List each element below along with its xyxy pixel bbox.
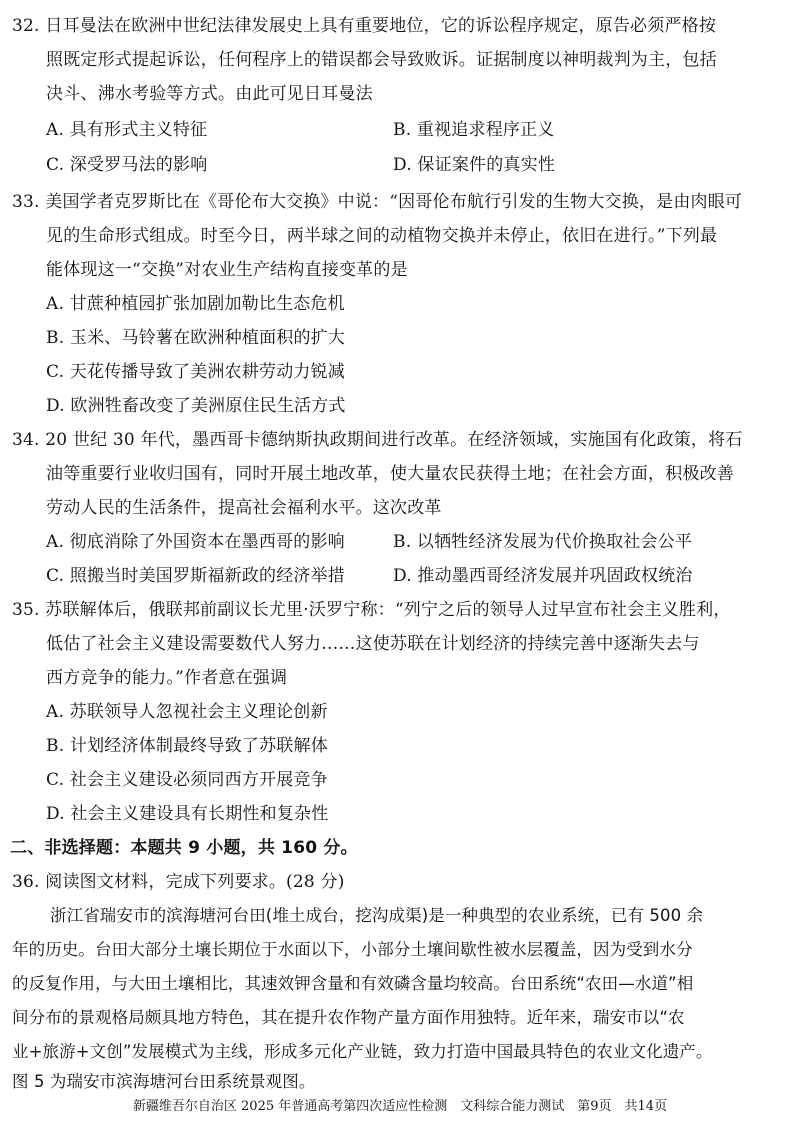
q35-option-c: C. 社会主义建设必须同西方开展竞争 xyxy=(46,770,328,790)
page-footer: 新疆维吾尔自治区 2025 年普通高考第四次适应性检测 文科综合能力测试 第9页 共14页 xyxy=(132,1099,668,1114)
q32-stem-line-1: 32. 日耳曼法在欧洲中世纪法律发展史上具有重要地位，它的诉讼程序规定，原告必须严格按 xyxy=(12,16,717,36)
q36-material-line-4: 间分布的景观格局颇具地方特色，其在提升农作物产量方面作用独特。近年来，瑞安市以“农 xyxy=(12,1008,685,1027)
q33-stem-line-2: 见的生命形式组成。时至今日，两半球之间的动植物交换并未停止，依旧在进行。”下列最 xyxy=(46,226,718,246)
q34-option-c: C. 照搬当时美国罗斯福新政的经济举措 xyxy=(46,566,346,586)
q34-stem-line-2: 油等重要行业收归国有，同时开展土地改革，使大量农民获得土地；在社会方面，积极改善 xyxy=(46,464,734,484)
q35-option-a: A. 苏联领导人忽视社会主义理论创新 xyxy=(46,702,328,722)
q33-option-d: D. 欧洲牲畜改变了美洲原住民生活方式 xyxy=(46,396,346,416)
q32-option-c: C. 深受罗马法的影响 xyxy=(46,155,208,175)
q33-option-a: A. 甘蔗种植园扩张加剧加勒比生态危机 xyxy=(46,294,345,314)
q33-stem-line-1: 33. 美国学者克罗斯比在《哥伦布大交换》中说：“因哥伦布航行引发的生物大交换，是由肉眼可 xyxy=(12,192,743,212)
q34-option-a: A. 彻底消除了外国资本在墨西哥的影响 xyxy=(46,532,345,552)
q34-option-b: B. 以牺牲经济发展为代价换取社会公平 xyxy=(393,532,693,552)
q33-option-c: C. 天花传播导致了美洲农耕劳动力锐减 xyxy=(46,362,346,382)
q34-stem-line-1: 34. 20 世纪 30 年代，墨西哥卡德纳斯执政期间进行改革。在经济领域，实施国有化政策，将石 xyxy=(12,430,743,450)
q36-material-line-6: 图 5 为瑞安市滨海塘河台田系统景观图。 xyxy=(12,1072,316,1091)
q33-option-b: B. 玉米、马铃薯在欧洲种植面积的扩大 xyxy=(46,328,346,348)
q32-stem-line-2: 照既定形式提起诉讼，任何程序上的错误都会导致败诉。证据制度以神明裁判为主，包括 xyxy=(46,50,717,70)
q36-material-line-5: 业+旅游+文创”发展模式为主线，形成多元化产业链，致力打造中国最具特色的农业文化遗产。 xyxy=(12,1042,713,1061)
q34-option-d: D. 推动墨西哥经济发展并巩固政权统治 xyxy=(393,566,693,586)
q35-stem-line-3: 西方竞争的能力。”作者意在强调 xyxy=(46,668,288,688)
q32-option-b: B. 重视追求程序正义 xyxy=(393,120,555,140)
q36-material-line-2: 年的历史。台田大部分土壤长期位于水面以下，小部分土壤间歇性被水层覆盖，因为受到水分 xyxy=(12,940,693,959)
q33-stem-line-3: 能体现这一“交换”对农业生产结构直接变革的是 xyxy=(46,260,408,280)
q35-stem-line-2: 低估了社会主义建设需要数代人努力……这使苏联在计划经济的持续完善中逐渐失去与 xyxy=(46,634,700,654)
q36-material-line-3: 的反复作用，与大田土壤相比，其速效钾含量和有效磷含量均较高。台田系统“农田—水道”相 xyxy=(12,974,694,993)
q35-option-b: B. 计划经济体制最终导致了苏联解体 xyxy=(46,736,328,756)
q35-option-d: D. 社会主义建设具有长期性和复杂性 xyxy=(46,804,329,824)
q32-stem-line-3: 决斗、沸水考验等方式。由此可见日耳曼法 xyxy=(46,84,373,104)
q32-option-a: A. 具有形式主义特征 xyxy=(46,120,208,140)
q35-stem-line-1: 35. 苏联解体后，俄联邦前副议长尤里·沃罗宁称：“列宁之后的领导人过早宣布社会主义胜利， xyxy=(12,600,731,620)
q34-stem-line-3: 劳动人民的生活条件，提高社会福利水平。这次改革 xyxy=(46,498,442,518)
q36-material-line-1: 浙江省瑞安市的滨海塘河台田(堆土成台，挖沟成渠)是一种典型的农业系统，已有 500 余 xyxy=(50,906,704,925)
section-2-heading: 二、非选择题：本题共 9 小题，共 160 分。 xyxy=(10,838,358,858)
q36-prompt: 36. 阅读图文材料，完成下列要求。(28 分) xyxy=(12,872,345,892)
q32-option-d: D. 保证案件的真实性 xyxy=(393,155,556,175)
